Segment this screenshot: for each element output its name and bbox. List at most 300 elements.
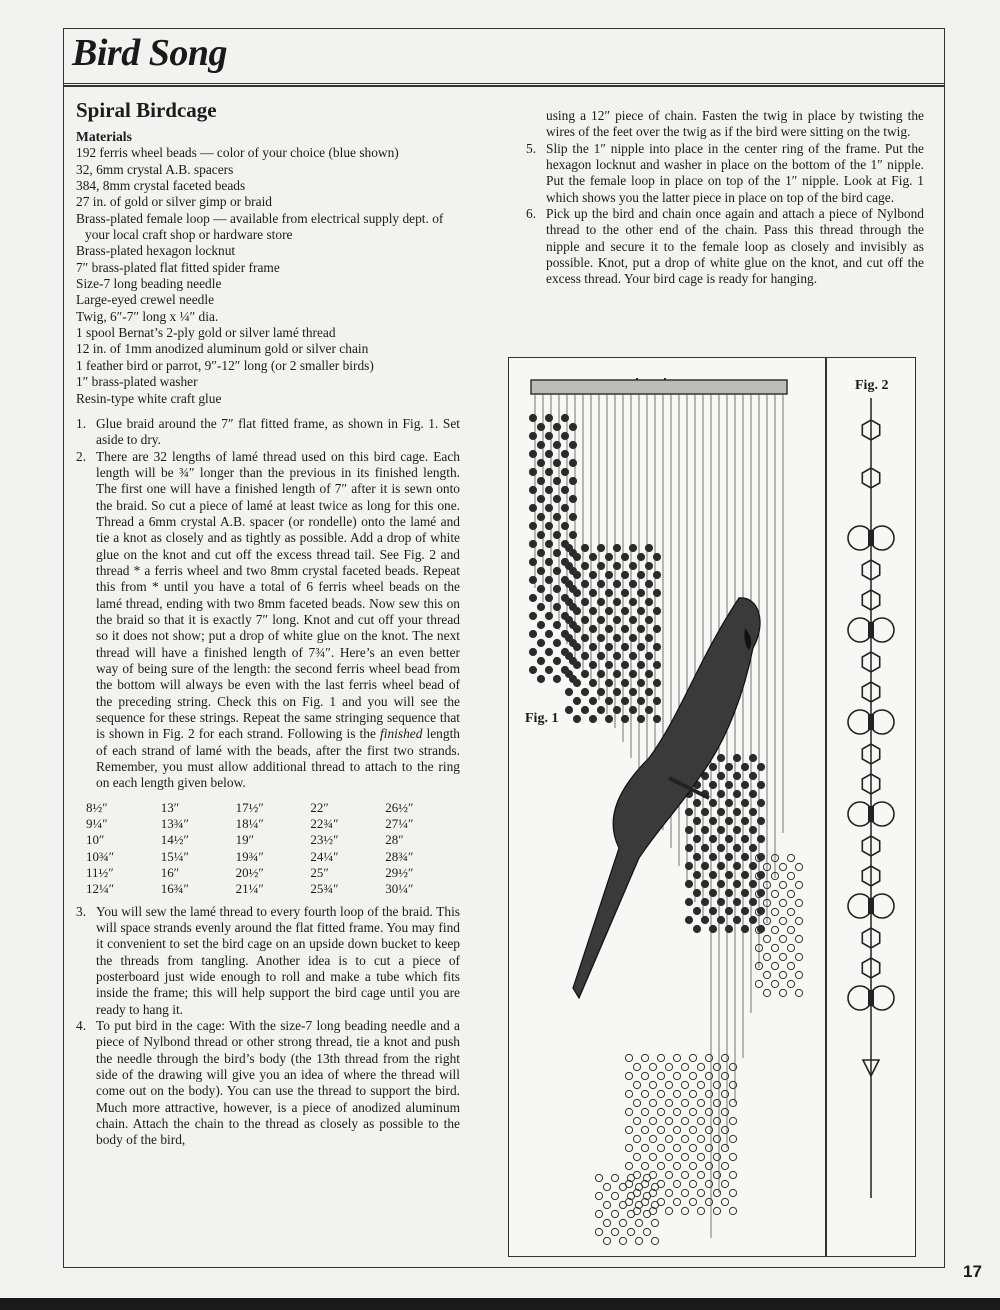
length-cell: 10¾″ bbox=[86, 848, 115, 864]
bead bbox=[633, 1153, 640, 1160]
bead bbox=[629, 580, 636, 587]
bead bbox=[721, 1144, 728, 1151]
bead bbox=[529, 486, 536, 493]
bead bbox=[619, 1183, 626, 1190]
bead bbox=[713, 1081, 720, 1088]
bead bbox=[709, 889, 716, 896]
bead bbox=[637, 643, 644, 650]
bead bbox=[673, 1198, 680, 1205]
bead bbox=[581, 670, 588, 677]
bead bbox=[629, 616, 636, 623]
bead bbox=[725, 907, 732, 914]
bead bbox=[637, 553, 644, 560]
bead bbox=[771, 980, 778, 987]
length-cell: 24¼″ bbox=[310, 848, 339, 864]
bead bbox=[651, 1237, 658, 1244]
bead bbox=[697, 1117, 704, 1124]
bead bbox=[755, 980, 762, 987]
length-cell: 20½″ bbox=[235, 864, 264, 880]
bead bbox=[653, 589, 660, 596]
bead bbox=[787, 872, 794, 879]
bead bbox=[553, 621, 560, 628]
length-cell: 28¾″ bbox=[385, 848, 414, 864]
fig1-label: Fig. 1 bbox=[525, 711, 559, 726]
bead bbox=[795, 899, 802, 906]
bead bbox=[613, 616, 620, 623]
bead bbox=[545, 666, 552, 673]
bead bbox=[649, 1153, 656, 1160]
bead bbox=[705, 1198, 712, 1205]
bead bbox=[529, 522, 536, 529]
ferris-wheel-core bbox=[868, 990, 874, 1006]
bead bbox=[771, 890, 778, 897]
material-item: Brass-plated hexagon locknut bbox=[76, 243, 236, 259]
bead bbox=[597, 634, 604, 641]
bead bbox=[619, 1219, 626, 1226]
length-cell: 26½″ bbox=[385, 799, 414, 815]
bead bbox=[701, 862, 708, 869]
bead bbox=[529, 594, 536, 601]
bead bbox=[681, 1189, 688, 1196]
bead bbox=[685, 808, 692, 815]
length-cell: 15¼″ bbox=[160, 848, 189, 864]
bead bbox=[693, 817, 700, 824]
bead bbox=[565, 544, 572, 551]
bead bbox=[685, 880, 692, 887]
bead bbox=[717, 826, 724, 833]
bead bbox=[787, 962, 794, 969]
bead bbox=[589, 715, 596, 722]
bead bbox=[681, 1063, 688, 1070]
bead bbox=[673, 1054, 680, 1061]
bead bbox=[645, 634, 652, 641]
bead bbox=[627, 1228, 634, 1235]
bead bbox=[665, 1171, 672, 1178]
bead bbox=[693, 889, 700, 896]
material-item: 7″ brass-plated flat fitted spider frame bbox=[76, 259, 280, 275]
bead bbox=[787, 908, 794, 915]
lengths-row bbox=[86, 816, 460, 832]
bead bbox=[635, 1219, 642, 1226]
bead bbox=[725, 871, 732, 878]
bead bbox=[537, 531, 544, 538]
bead bbox=[553, 675, 560, 682]
bead bbox=[673, 1126, 680, 1133]
bead bbox=[763, 953, 770, 960]
length-cell: 27¼″ bbox=[385, 816, 414, 832]
bead bbox=[713, 1099, 720, 1106]
bead bbox=[637, 607, 644, 614]
bead bbox=[537, 459, 544, 466]
bead bbox=[597, 670, 604, 677]
bead bbox=[597, 544, 604, 551]
bead bbox=[553, 639, 560, 646]
material-item: 1″ brass-plated washer bbox=[76, 374, 198, 390]
length-cell: 14½″ bbox=[160, 832, 189, 848]
bead bbox=[613, 670, 620, 677]
bead bbox=[733, 916, 740, 923]
bead bbox=[629, 634, 636, 641]
material-item: Resin-type white craft glue bbox=[76, 390, 222, 406]
bead bbox=[545, 540, 552, 547]
bead bbox=[653, 625, 660, 632]
bead bbox=[701, 826, 708, 833]
bead bbox=[537, 657, 544, 664]
bead bbox=[741, 799, 748, 806]
lengths-row bbox=[86, 849, 460, 865]
bead bbox=[757, 781, 764, 788]
bead bbox=[685, 844, 692, 851]
bead bbox=[621, 607, 628, 614]
bead bbox=[725, 763, 732, 770]
bead bbox=[565, 688, 572, 695]
bead bbox=[713, 1063, 720, 1070]
length-cell: 10″ bbox=[86, 832, 105, 848]
material-item: 1 feather bird or parrot, 9″-12″ long (or 2 smaller birds) bbox=[76, 357, 374, 373]
bead bbox=[673, 1090, 680, 1097]
bead bbox=[635, 1237, 642, 1244]
bead bbox=[741, 781, 748, 788]
bead bbox=[573, 553, 580, 560]
step-number: 5. bbox=[526, 140, 537, 156]
bead bbox=[643, 1228, 650, 1235]
bead bbox=[729, 1171, 736, 1178]
ferris-wheel-core bbox=[868, 530, 874, 546]
bead bbox=[633, 1081, 640, 1088]
bead bbox=[629, 652, 636, 659]
bead bbox=[649, 1063, 656, 1070]
material-item: Brass-plated female loop — available from electrical supply dept. of your local craft shop or hardware store bbox=[76, 210, 444, 243]
bead bbox=[621, 643, 628, 650]
bead bbox=[589, 679, 596, 686]
bead bbox=[649, 1099, 656, 1106]
bead bbox=[673, 1072, 680, 1079]
bead bbox=[741, 763, 748, 770]
bead bbox=[569, 441, 576, 448]
length-cell: 29½″ bbox=[385, 864, 414, 880]
bead bbox=[537, 639, 544, 646]
bead bbox=[701, 898, 708, 905]
bead bbox=[693, 907, 700, 914]
bead bbox=[733, 790, 740, 797]
bead bbox=[681, 1135, 688, 1142]
bead bbox=[629, 598, 636, 605]
bead bbox=[641, 1090, 648, 1097]
bead bbox=[619, 1237, 626, 1244]
bead bbox=[613, 580, 620, 587]
bead bbox=[561, 450, 568, 457]
bead bbox=[681, 1081, 688, 1088]
bead bbox=[553, 567, 560, 574]
bead bbox=[569, 459, 576, 466]
bead bbox=[653, 697, 660, 704]
bead bbox=[779, 935, 786, 942]
bead bbox=[589, 607, 596, 614]
bead bbox=[565, 670, 572, 677]
bead bbox=[721, 1090, 728, 1097]
bead bbox=[529, 504, 536, 511]
bead bbox=[537, 603, 544, 610]
bead bbox=[573, 571, 580, 578]
bead bbox=[621, 715, 628, 722]
bead bbox=[689, 1162, 696, 1169]
bead bbox=[573, 679, 580, 686]
bead bbox=[665, 1063, 672, 1070]
bead bbox=[733, 844, 740, 851]
bead bbox=[613, 598, 620, 605]
bead bbox=[603, 1219, 610, 1226]
bead bbox=[603, 1183, 610, 1190]
bead bbox=[553, 585, 560, 592]
bead bbox=[795, 935, 802, 942]
lengths-row bbox=[86, 865, 460, 881]
bead bbox=[787, 944, 794, 951]
bead bbox=[545, 630, 552, 637]
bead bbox=[725, 781, 732, 788]
bead bbox=[641, 1072, 648, 1079]
bead bbox=[725, 889, 732, 896]
bead bbox=[779, 971, 786, 978]
bead bbox=[717, 880, 724, 887]
bead bbox=[721, 1054, 728, 1061]
bead bbox=[637, 661, 644, 668]
bead bbox=[729, 1063, 736, 1070]
bead bbox=[721, 1108, 728, 1115]
bead bbox=[621, 697, 628, 704]
bead bbox=[717, 754, 724, 761]
bead bbox=[545, 576, 552, 583]
bead bbox=[795, 863, 802, 870]
bead bbox=[721, 1072, 728, 1079]
bead bbox=[645, 688, 652, 695]
bead bbox=[553, 441, 560, 448]
bead bbox=[625, 1090, 632, 1097]
bead bbox=[553, 423, 560, 430]
step-text: To put bird in the cage: With the size-7 long beading needle and a piece of Nylbond thread or other strong thread, tie a knot and push the needle through the bird’s body (the 13th thread from the right side of the drawing will give you an idea of where the thread will come out on the body). You can use the thread to support the bird. Much more attractive, however, is a piece of anodized aluminum chain. Attach the chain to the thread as closely as possible to the body of the bird, bbox=[96, 1017, 460, 1148]
bead bbox=[709, 799, 716, 806]
bead bbox=[713, 1117, 720, 1124]
bead bbox=[603, 1201, 610, 1208]
bead bbox=[697, 1135, 704, 1142]
bead bbox=[637, 571, 644, 578]
bead bbox=[625, 1054, 632, 1061]
bead bbox=[545, 522, 552, 529]
bead bbox=[717, 808, 724, 815]
bead bbox=[573, 697, 580, 704]
length-cell: 21¼″ bbox=[235, 881, 264, 897]
bead bbox=[561, 414, 568, 421]
bead bbox=[717, 862, 724, 869]
step-number: 2. bbox=[76, 448, 87, 464]
bead bbox=[581, 634, 588, 641]
bead bbox=[685, 916, 692, 923]
bead bbox=[621, 589, 628, 596]
bead bbox=[693, 799, 700, 806]
bead bbox=[641, 1144, 648, 1151]
bead bbox=[611, 1174, 618, 1181]
lengths-table bbox=[86, 800, 460, 898]
bead bbox=[625, 1126, 632, 1133]
bead bbox=[685, 862, 692, 869]
bead bbox=[733, 754, 740, 761]
bead bbox=[795, 881, 802, 888]
bead bbox=[697, 1099, 704, 1106]
bead bbox=[725, 835, 732, 842]
bead bbox=[553, 531, 560, 538]
bead bbox=[685, 826, 692, 833]
bead bbox=[629, 544, 636, 551]
bead bbox=[529, 450, 536, 457]
bead bbox=[529, 630, 536, 637]
bead bbox=[605, 607, 612, 614]
bead bbox=[665, 1081, 672, 1088]
bead bbox=[787, 890, 794, 897]
step-1 bbox=[76, 416, 460, 449]
bead bbox=[779, 953, 786, 960]
bead bbox=[581, 580, 588, 587]
bead bbox=[641, 1126, 648, 1133]
bead bbox=[595, 1228, 602, 1235]
bead bbox=[795, 971, 802, 978]
bead bbox=[645, 706, 652, 713]
bead bbox=[611, 1192, 618, 1199]
bead bbox=[621, 679, 628, 686]
bead bbox=[705, 1108, 712, 1115]
bead bbox=[709, 817, 716, 824]
material-item: 32, 6mm crystal A.B. spacers bbox=[76, 161, 234, 177]
bead bbox=[581, 706, 588, 713]
bead bbox=[633, 1117, 640, 1124]
bead bbox=[573, 589, 580, 596]
step-text: Slip the 1″ nipple into place in the center ring of the frame. Put the hexagon locknut and washer in place on the bottom of the 1″ nipple. Put the female loop in place on top of the 1″ nipple. Look at Fig. 1 which shows you the latter piece in place on top of the bird cage. bbox=[546, 140, 924, 205]
title-box bbox=[64, 29, 944, 84]
bead bbox=[749, 862, 756, 869]
bead bbox=[657, 1054, 664, 1061]
material-item: 384, 8mm crystal faceted beads bbox=[76, 178, 246, 194]
bead bbox=[763, 971, 770, 978]
bead bbox=[741, 853, 748, 860]
bead bbox=[725, 799, 732, 806]
bead bbox=[717, 844, 724, 851]
bead bbox=[657, 1144, 664, 1151]
page-number: 17 bbox=[963, 1262, 982, 1281]
bead bbox=[665, 1099, 672, 1106]
bead bbox=[637, 697, 644, 704]
bead bbox=[565, 616, 572, 623]
bead bbox=[705, 1126, 712, 1133]
material-item: 27 in. of gold or silver gimp or braid bbox=[76, 194, 272, 210]
bead bbox=[749, 844, 756, 851]
bead bbox=[653, 661, 660, 668]
length-cell: 25″ bbox=[310, 864, 329, 880]
bead bbox=[529, 540, 536, 547]
bead bbox=[757, 817, 764, 824]
bead bbox=[657, 1126, 664, 1133]
bead bbox=[633, 1135, 640, 1142]
bead bbox=[749, 880, 756, 887]
bead bbox=[569, 423, 576, 430]
step-text-part: length of each strand of lamé with the beads, after the first two strands. Remember, you must allow additional thread to attach to the ring on each length given below. bbox=[96, 726, 460, 791]
step-text: Pick up the bird and chain once again and attach a piece of Nylbond thread to the other end of the chain. Pass this thread through the nipple and secure it to the female loop as closely and invisibly as possible. Knot, put a drop of white glue on the knot, and cut off the excess thread. Your bird cage is ready for hanging. bbox=[546, 206, 924, 287]
length-cell: 12¼″ bbox=[86, 881, 115, 897]
bead bbox=[581, 688, 588, 695]
length-cell: 25¾″ bbox=[310, 881, 339, 897]
bead bbox=[605, 625, 612, 632]
material-item: Twig, 6″-7″ long x ¼″ dia. bbox=[76, 308, 219, 324]
length-cell: 19″ bbox=[235, 832, 255, 848]
bead bbox=[713, 1135, 720, 1142]
bead bbox=[613, 634, 620, 641]
bead bbox=[717, 916, 724, 923]
bead bbox=[553, 657, 560, 664]
bead bbox=[529, 558, 536, 565]
bead bbox=[697, 1081, 704, 1088]
bead bbox=[637, 679, 644, 686]
bead bbox=[589, 697, 596, 704]
bead bbox=[709, 907, 716, 914]
bead bbox=[721, 1180, 728, 1187]
step-2 bbox=[76, 449, 460, 792]
bead bbox=[787, 980, 794, 987]
length-cell: 11½″ bbox=[86, 864, 114, 880]
bead bbox=[537, 441, 544, 448]
fig2-strand-diagram bbox=[826, 398, 916, 1238]
bead bbox=[717, 772, 724, 779]
bead bbox=[689, 1090, 696, 1097]
step-5 bbox=[526, 141, 924, 206]
bead bbox=[709, 925, 716, 932]
bead bbox=[589, 643, 596, 650]
bead bbox=[625, 1144, 632, 1151]
bead bbox=[749, 826, 756, 833]
bead bbox=[553, 603, 560, 610]
bead bbox=[613, 706, 620, 713]
bead bbox=[611, 1228, 618, 1235]
bead bbox=[681, 1153, 688, 1160]
bead bbox=[565, 652, 572, 659]
bead bbox=[733, 826, 740, 833]
length-cell: 13″ bbox=[160, 799, 180, 815]
bead bbox=[565, 706, 572, 713]
length-cell: 28″ bbox=[385, 832, 404, 848]
step-number: 3. bbox=[76, 903, 87, 919]
length-cell: 9¼″ bbox=[86, 816, 108, 832]
bead bbox=[705, 1054, 712, 1061]
bead bbox=[689, 1072, 696, 1079]
page-frame bbox=[63, 28, 945, 1268]
bead bbox=[565, 562, 572, 569]
bead bbox=[529, 576, 536, 583]
ferris-wheel-core bbox=[868, 622, 874, 638]
bead bbox=[641, 1162, 648, 1169]
bead bbox=[697, 1153, 704, 1160]
bead bbox=[721, 1198, 728, 1205]
bead bbox=[705, 1162, 712, 1169]
bead bbox=[757, 835, 764, 842]
bead bbox=[633, 1099, 640, 1106]
bead bbox=[733, 772, 740, 779]
bead bbox=[613, 652, 620, 659]
bead bbox=[709, 835, 716, 842]
bead bbox=[795, 953, 802, 960]
bead bbox=[779, 989, 786, 996]
bead bbox=[713, 1153, 720, 1160]
bead bbox=[625, 1072, 632, 1079]
step-number: 1. bbox=[76, 415, 87, 431]
materials-heading: Materials bbox=[76, 129, 132, 144]
bead bbox=[537, 567, 544, 574]
step-4-continued: using a 12″ piece of chain. Fasten the twig in place by twisting the wires of the feet over the twig as if the bird were sitting on the twig. bbox=[546, 108, 924, 140]
